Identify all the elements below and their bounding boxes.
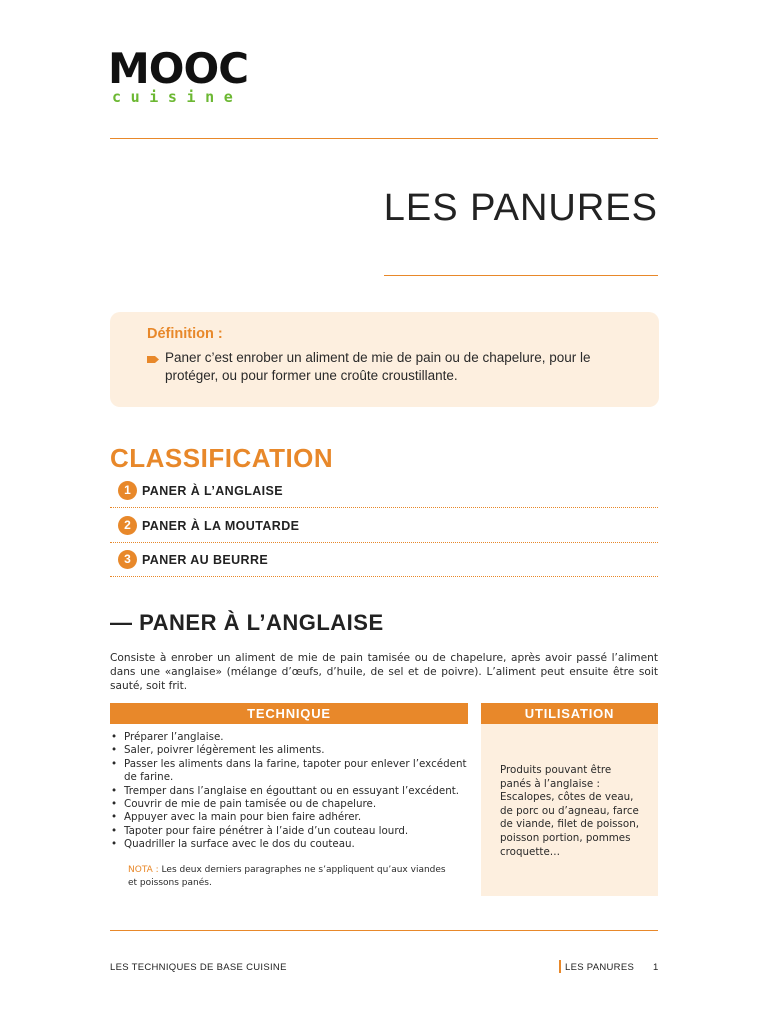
section-title bbox=[110, 609, 384, 637]
page-title: LES PANURES bbox=[383, 187, 658, 229]
utilisation-text: Produits pouvant être panés à l’anglaise : Escalopes, côtes de veau, de porc ou d’agneau, farce de viande, filet de poisson, poisson portion, pommes croquette… bbox=[500, 764, 640, 858]
list-item: • Tapoter pour faire pénétrer à l’aide d’un couteau lourd. bbox=[110, 825, 470, 838]
classification-label: PANER À L’ANGLAISE bbox=[142, 484, 284, 498]
page-number: 1 bbox=[653, 962, 659, 973]
list-item: • Saler, poivrer légèrement les aliments. bbox=[110, 744, 470, 757]
number-badge: 1 bbox=[118, 481, 137, 500]
technique-header: TECHNIQUE bbox=[110, 703, 468, 724]
footer-separator bbox=[559, 960, 561, 973]
utilisation-header: UTILISATION bbox=[481, 703, 658, 724]
definition-box bbox=[110, 312, 659, 407]
classification-item bbox=[110, 474, 658, 508]
footer-divider bbox=[110, 930, 658, 931]
definition-text: Paner c’est enrober un aliment de mie de pain ou de chapelure, pour le protéger, ou pour former une croûte croustillante. bbox=[165, 350, 591, 383]
footer-course-title: LES TECHNIQUES DE BASE CUISINE bbox=[110, 962, 287, 973]
classification-label: PANER À LA MOUTARDE bbox=[142, 519, 300, 533]
nota-label: NOTA : bbox=[128, 865, 159, 875]
header-divider bbox=[110, 138, 658, 139]
logo-subtitle: cuisine bbox=[112, 88, 243, 106]
classification-item bbox=[110, 509, 658, 543]
title-underline bbox=[384, 275, 658, 276]
logo-wordmark: MOOC bbox=[108, 44, 249, 93]
arrow-tag-icon bbox=[147, 356, 159, 363]
list-item: • Appuyer avec la main pour bien faire adhérer. bbox=[110, 811, 470, 824]
nota-text: Les deux derniers paragraphes ne s’appliquent qu’aux viandes et poissons panés. bbox=[128, 865, 446, 888]
list-item: • Passer les aliments dans la farine, tapoter pour enlever l’excédent de farine. bbox=[110, 758, 470, 785]
section-title-bold: À L’ANGLAISE bbox=[223, 610, 384, 635]
section-title-prefix: — PANER bbox=[110, 610, 224, 635]
classification-title: CLASSIFICATION bbox=[110, 443, 334, 473]
nota bbox=[128, 864, 448, 889]
list-item: • Quadriller la surface avec le dos du couteau. bbox=[110, 838, 470, 851]
technique-list bbox=[110, 731, 470, 852]
number-badge: 3 bbox=[118, 550, 137, 569]
list-item: • Préparer l’anglaise. bbox=[110, 731, 470, 744]
classification-item bbox=[110, 543, 658, 577]
section-intro: Consiste à enrober un aliment de mie de pain tamisée ou de chapelure, après avoir passé l’aliment dans une «anglaise» (mélange d’œufs, d’huile, de sel et de poivre). L’aliment peut ensuite être soit sauté, soit frit. bbox=[110, 652, 658, 692]
list-item: • Couvrir de mie de pain tamisée ou de chapelure. bbox=[110, 798, 470, 811]
definition-title: Définition : bbox=[147, 326, 223, 342]
footer-chapter: LES PANURES bbox=[565, 962, 635, 973]
mooc-cuisine-logo bbox=[108, 46, 248, 112]
number-badge: 2 bbox=[118, 516, 137, 535]
utilisation-box bbox=[481, 724, 658, 896]
list-item: • Tremper dans l’anglaise en égouttant ou en essuyant l’excédent. bbox=[110, 785, 470, 798]
classification-label: PANER AU BEURRE bbox=[142, 553, 269, 567]
